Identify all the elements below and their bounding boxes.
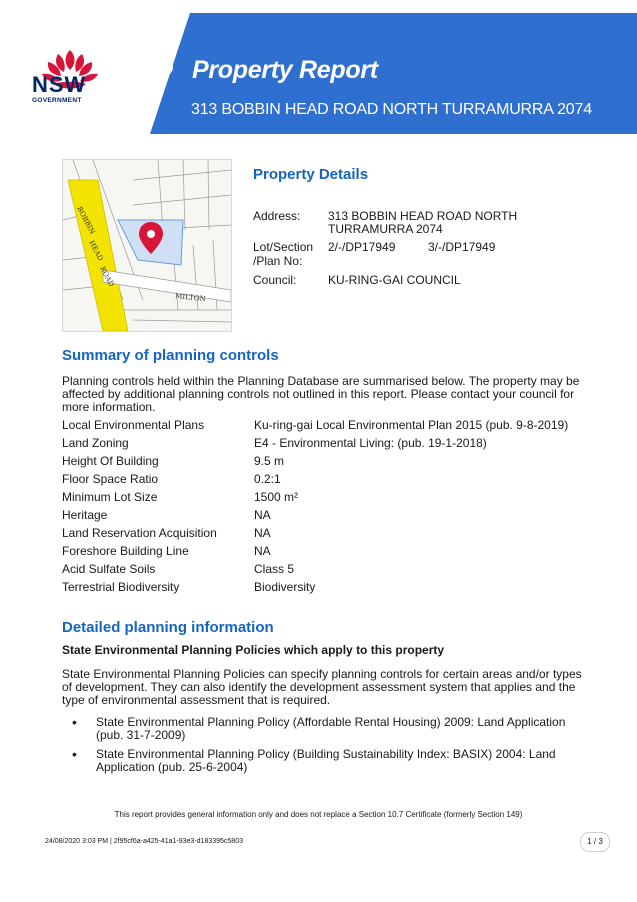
property-details-heading: Property Details <box>253 166 369 183</box>
control-value: 0.2:1 <box>254 472 281 486</box>
map-drawing <box>63 160 231 331</box>
address-line-2: TURRAMURRA 2074 <box>328 222 443 236</box>
address-line-1: 313 BOBBIN HEAD ROAD NORTH <box>328 209 518 223</box>
list-item-text: State Environmental Planning Policy (Building Sustainability Index: BASIX) 2004: Land Application (pub. 25-6-2004) <box>96 747 556 774</box>
page-indicator: 1 / 3 <box>580 832 610 852</box>
control-value: NA <box>254 544 271 558</box>
address-label: Address: <box>253 209 301 223</box>
detailed-heading: Detailed planning information <box>62 619 274 636</box>
sepp-paragraph: State Environmental Planning Policies can specify planning controls for certain areas and/or types of development. They can also identify the development assessment system that applies and the type of environmental assessment that is required. <box>62 667 582 707</box>
summary-heading: Summary of planning controls <box>62 347 279 364</box>
control-name: Acid Sulfate Soils <box>62 562 156 576</box>
control-value: NA <box>254 526 271 540</box>
lot-value-2: 3/-/DP17949 <box>428 240 496 254</box>
report-title: Property Report <box>192 56 378 84</box>
council-label: Council: <box>253 273 297 287</box>
nsw-logo-text <box>32 74 112 104</box>
control-value: NA <box>254 508 271 522</box>
logo-government-word: GOVERNMENT <box>32 97 82 104</box>
lot-label-line-1: Lot/Section <box>253 240 314 254</box>
control-value: Class 5 <box>254 562 295 576</box>
control-value: 9.5 m <box>254 454 285 468</box>
council-value: KU-RING-GAI COUNCIL <box>328 273 461 287</box>
property-map <box>62 159 232 332</box>
bullet-icon: • <box>72 746 77 762</box>
control-name: Local Environmental Plans <box>62 418 205 432</box>
control-name: Foreshore Building Line <box>62 544 189 558</box>
report-address: 313 BOBBIN HEAD ROAD NORTH TURRAMURRA 2074 <box>191 101 592 118</box>
map-road-label: HEAD <box>87 239 105 263</box>
control-value: Ku-ring-gai Local Environmental Plan 2015 (pub. 9-8-2019) <box>254 418 569 432</box>
summary-intro: Planning controls held within the Planning Database are summarised below. The property may be affected by additional planning controls not outlined in this report. Please contact your council for more information. <box>62 374 580 414</box>
control-name: Minimum Lot Size <box>62 490 158 504</box>
control-name: Land Zoning <box>62 436 129 450</box>
map-road-label: MILTON <box>174 292 207 304</box>
control-value: Biodiversity <box>254 580 316 594</box>
banner-circle-icon <box>153 56 175 78</box>
control-name: Floor Space Ratio <box>62 472 159 486</box>
sepp-subheading: State Environmental Planning Policies which apply to this property <box>62 643 445 657</box>
control-value: 1500 m² <box>254 490 299 504</box>
logo-nsw-word: NSW <box>32 72 87 97</box>
footer-timestamp: 24/08/2020 3:03 PM | 2f95cf6a-a425-41a1-93e3-d183395c5803 <box>45 838 243 845</box>
map-road-label: ROAD <box>98 265 116 289</box>
control-name: Heritage <box>62 508 108 522</box>
lot-label-line-2: /Plan No: <box>253 254 303 268</box>
list-item-text: State Environmental Planning Policy (Affordable Rental Housing) 2009: Land Application (pub. 31-7-2009) <box>96 715 566 742</box>
control-value: E4 - Environmental Living: (pub. 19-1-2018) <box>254 436 487 450</box>
control-name: Height Of Building <box>62 454 159 468</box>
bullet-icon: • <box>72 714 77 730</box>
footer-disclaimer: This report provides general information only and does not replace a Section 10.7 Certificate (formerly Section 149) <box>114 810 523 819</box>
lot-value-1: 2/-/DP17949 <box>328 240 396 254</box>
control-name: Land Reservation Acquisition <box>62 526 217 540</box>
control-name: Terrestrial Biodiversity <box>62 580 180 594</box>
map-road-label: BOBBIN <box>75 205 97 236</box>
